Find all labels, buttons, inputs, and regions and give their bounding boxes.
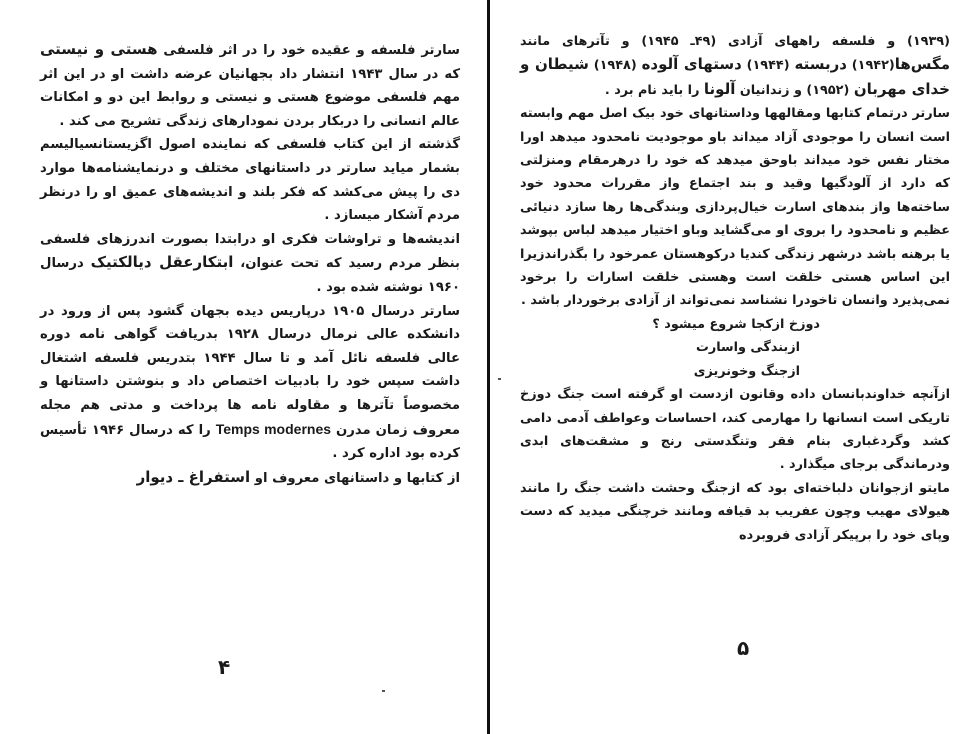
- paragraph: [40, 228, 460, 300]
- book-title-bold: هستی و نیستی: [40, 40, 158, 58]
- verse-line: ازجنگ وخونریزی: [693, 363, 800, 379]
- verse-block: [520, 313, 950, 383]
- text-run: از کتابها و داستانهای معروف او: [250, 470, 460, 486]
- scan-speck: [498, 378, 501, 380]
- paragraph: مایتو ازجوانان دلباخته‌ای بود که ازجنگ وحشت داشت جنگ را مانند هیولای مهیب وچون عفریب بد قیافه ومانند خرچنگی میدید که دست وپای خود را برپیکر آزادی فروبرده: [520, 480, 950, 543]
- text-run: (۱۹۴۴): [741, 58, 795, 74]
- paragraph: [40, 300, 460, 466]
- book-title-bold: آلونا: [703, 79, 736, 98]
- text-run: که در سال ۱۹۴۳ انتشار داد بجهانیان عرضه داشت او در این اثر مهم فلسفی موضوع هستی و نیستی و روابط این دو و امکانات عالم انسانی را دربکار بردن نمودارهای زندگی تشریح می کند .: [40, 66, 460, 129]
- text-run: (۱۹۴۸): [588, 58, 642, 74]
- text-run: اندیشه‌ها و تراوشات فکری او درابتدا بصورت اندرزهای فلسفی بنظر مردم رسید که تحت عنوان،: [40, 231, 460, 272]
- book-title-bold: استفراغ ـ دیوار: [136, 467, 251, 486]
- left-page: [0, 0, 487, 734]
- text-run: سارتر فلسفه و عقیده خود را در اثر فلسفی: [157, 43, 460, 58]
- book-title-bold: شیطان و خدای مهربان: [520, 55, 950, 98]
- text-run: (۱۹۳۹) و فلسفه راههای آزادی (۴۹ـ ۱۹۴۵) و تآترهای مانند: [520, 34, 950, 49]
- book-title-bold: مگس‌ها: [894, 55, 950, 74]
- text-run: سارتر درسال ۱۹۰۵ درپاریس دیده بجهان گشود پس از ورود در دانشکده عالی نرمال درسال ۱۹۲۸ بدریافت گواهی نامه دوره عالی فلسفه نائل آمد و تا سال ۱۹۴۴ بتدریس فلسفه اشتغال داشت سپس خود را بادبیات اختصاص داد و بنوشتن داستانها و مخصوصاً تآترها و مقاوله نامه ها پرداخت و مدتی هم مجله معروف زمان مدرن: [40, 303, 460, 438]
- paragraph: [520, 30, 950, 102]
- paragraph: ازآنچه خداوندبانسان داده وقانون ازدست او گرفته است جنگ دوزخ تاریکی است انسانها را مهارمی کند، احساسات وعواطف آدمی دامی کشد وگردغباری بنام فقر وتنگدستی رنج و مشقت‌های ابدی ودرماندگی برجای میگذارد .: [520, 387, 950, 473]
- book-title-bold: دربسته: [794, 55, 847, 74]
- paragraph: [40, 38, 460, 133]
- book-title-bold: دستهای آلوده: [641, 55, 742, 74]
- text-run: (۱۹۵۲) و زندانیان: [735, 82, 854, 98]
- text-run: را که درسال ۱۹۴۶ تأسیس کرده بود اداره کرد .: [40, 422, 460, 462]
- text-run: درسال ۱۹۶۰ نوشته شده بود .: [40, 256, 460, 295]
- scan-speck: [382, 690, 385, 692]
- text-run: (۱۹۴۲): [846, 58, 895, 74]
- text-run: را باید نام برد .: [604, 82, 704, 98]
- paragraph: سارتر درتمام کتابها ومقالهها وداستانهای خود بیک اصل مهم وابسته است انسان را موجودی آزاد میداند باو موجودیت نامحدود میدهد اورا مختار نفس خود میداند باوحق میدهد که خود را درهرمقام ومنزلتی که دارد از آلودگیها وقید و بند اجتماع واز مقررات محدود خود ساخته‌ها واز بندهای اسارت خیال‌پردازی وبندگی‌ها رها سازد دنیائی عظیم و نامحدود را بروی او می‌گشاید وباو اختیار میدهد لباس بپوشد یا برهنه باشد درشهر زندگی کندیا درکوهستان عمرخود را بگذراندزیرا این اساس هستی خلقت است وهستی خلقت اسارات را برخود نمی‌پذیرد وانسان تاخودرا نشناسد نمی‌تواند از آزادی برخوردار باشد .: [520, 106, 950, 309]
- right-page-text: [520, 30, 950, 547]
- latin-title: Temps modernes: [215, 420, 332, 437]
- right-page: [490, 0, 980, 734]
- verse-line: ازبندگی واسارت: [696, 340, 800, 356]
- paragraph: [40, 466, 460, 491]
- book-title-bold: ابتکارعقل دیالکتیک: [90, 253, 234, 272]
- verse-line: دوزخ ازکجا شروع میشود ؟: [652, 316, 820, 332]
- left-page-text: [40, 38, 460, 490]
- page-number: ۵: [737, 636, 750, 660]
- paragraph: گذشته از این کتاب فلسفی که نماینده اصول اگزیستانسیالیسم بشمار میاید سارتر در داستانهای مختلف و درنمایشنامه‌ها موارد دی را پیش می‌کشد که فکر بلند و اندیشه‌های عمیق او را درنظر مردم آشکار میسازد .: [40, 137, 460, 224]
- page-number: ۴: [218, 655, 231, 679]
